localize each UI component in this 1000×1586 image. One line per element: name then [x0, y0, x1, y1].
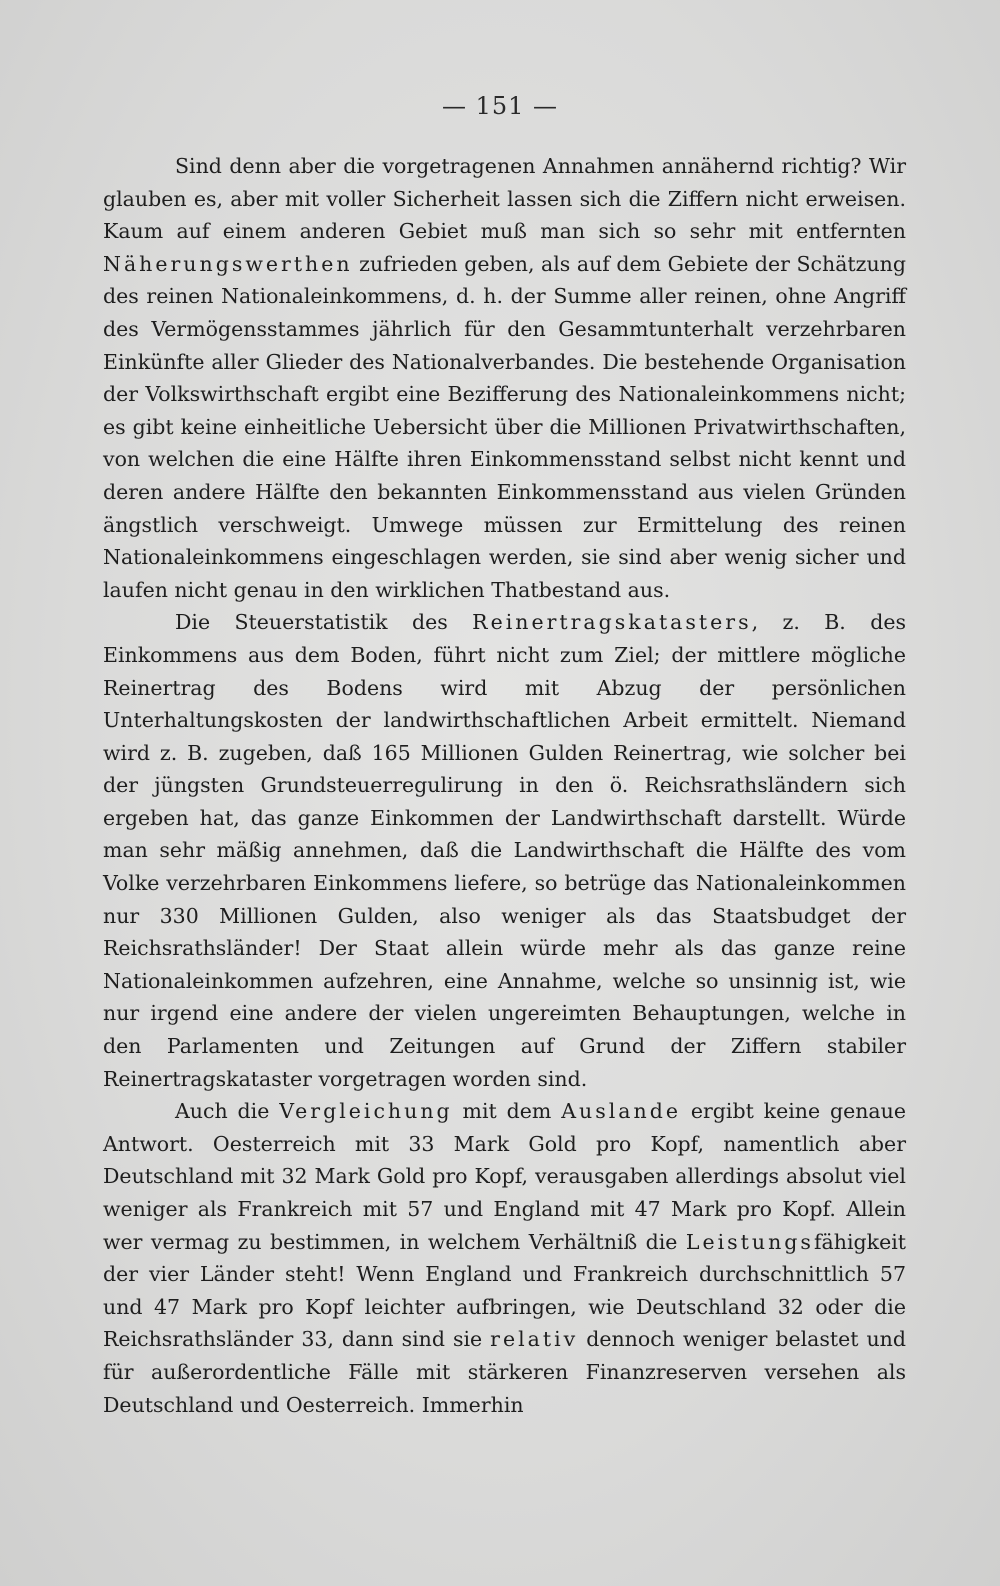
page-number: — 151 — — [441, 92, 559, 120]
text-run: , z. B. des Einkommens aus dem Boden, führt nicht zum Ziel; der mittlere mögliche Reinertrag des Bodens wird mit Abzug der persönlichen Unterhaltungskosten der landwirthschaftlichen Arbeit ermittelt. Niemand wird z. B. zugeben, daß 165 Millionen Gulden Reinertrag, wie solcher bei der jüngsten Grundsteuerregulirung in den ö. Reichsrathsländern sich ergeben hat, das ganze Einkommen der Landwirthschaft darstellt. Würde man sehr mäßig annehmen, daß die Landwirthschaft die Hälfte des vom Volke verzehrbaren Einkommens liefere, so betrüge das Nationaleinkommen nur 330 Millionen Gulden, also weniger als das Staatsbudget der Reichsrathsländer! Der Staat allein würde mehr als das ganze reine Nationaleinkommen aufzehren, eine Annahme, welche so unsinnig ist, wie nur irgend eine andere der vielen ungereimten Behauptungen, welche in den Parlamenten und Zeitungen auf Grund der Ziffern stabiler Reinertragskataster vorgetragen worden sind. — [103, 610, 906, 1091]
paragraph-2 — [103, 606, 906, 1095]
spaced-term: Vergleichung — [279, 1099, 453, 1124]
spaced-term: Reinertragskatasters — [472, 610, 752, 635]
spaced-term: Leistungs — [685, 1229, 814, 1254]
text-run: mit dem — [452, 1099, 562, 1124]
text-run: zufrieden geben, als auf dem Gebiete der Schätzung des reinen Nationaleinkommens, d. h. der Summe aller reinen, ohne Angriff des Vermögensstammes jährlich für den Gesammtunterhalt verzehrbaren Einkünfte aller Glieder des Nationalverbandes. Die bestehende Organisation der Volkswirthschaft ergibt eine Bezifferung des Nationaleinkommens nicht; es gibt keine einheitliche Uebersicht über die Millionen Privatwirthschaften, von welchen die eine Hälfte ihren Einkommensstand selbst nicht kennt und deren andere Hälfte den bekannten Einkommensstand aus vielen Gründen ängstlich verschweigt. Umwege müssen zur Ermittelung des reinen Nationaleinkommens eingeschlagen werden, sie sind aber wenig sicher und laufen nicht genau in den wirklichen Thatbestand aus. — [103, 251, 906, 602]
spaced-term: relativ — [490, 1327, 579, 1352]
text-run: Sind denn aber die vorgetragenen Annahmen annähernd richtig? Wir glauben es, aber mit voller Sicherheit lassen sich die Ziffern nicht erweisen. Kaum auf einem anderen Gebiet muß man sich so sehr mit entfernten — [103, 154, 906, 244]
paragraph-1 — [103, 150, 906, 606]
text-run: Auch die — [175, 1099, 280, 1124]
spaced-term: Näherungswerthen — [103, 251, 353, 276]
text-run: dennoch weniger belastet und für außerordentliche Fälle mit stärkeren Finanzreserven versehen als Deutschland und Oesterreich. Immerhin — [103, 1327, 906, 1417]
text-run: fähigkeit der vier Länder steht! Wenn England und Frankreich durchschnittlich 57 und 47 Mark pro Kopf leichter aufbringen, wie Deutschland 32 oder die Reichsrathsländer 33, dann sind sie — [103, 1229, 906, 1352]
body-text — [103, 150, 906, 1421]
text-run: Die Steuerstatistik des — [175, 610, 473, 635]
spaced-term: Auslande — [561, 1099, 681, 1124]
paragraph-3 — [103, 1095, 906, 1421]
text-run: ergibt keine genaue Antwort. Oesterreich mit 33 Mark Gold pro Kopf, namentlich aber Deutschland mit 32 Mark Gold pro Kopf, verausgaben allerdings absolut viel weniger als Frankreich mit 57 und England mit 47 Mark pro Kopf. Allein wer vermag zu bestimmen, in welchem Verhältniß die — [103, 1099, 906, 1254]
